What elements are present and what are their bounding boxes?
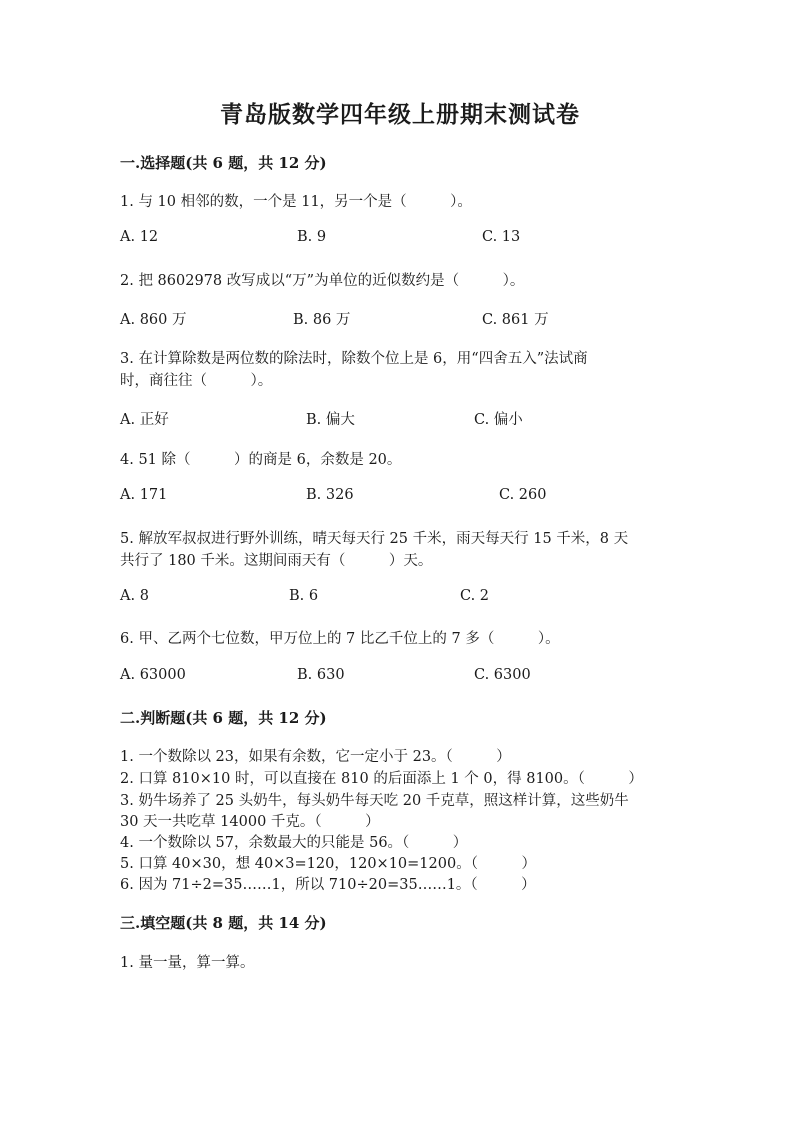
statement-text: 30 天一共吃草 14000 千克。（ ） bbox=[120, 814, 380, 830]
statement-text: 5. 口算 40×30，想 40×3=120，120×10=1200。（ ） bbox=[120, 856, 536, 872]
option-b: B. 9 bbox=[297, 229, 327, 245]
question-text: 时，商往往（ ）。 bbox=[120, 373, 273, 389]
option-a: A. 正好 bbox=[120, 412, 169, 428]
section-heading-judgement: 二.判断题(共 6 题，共 12 分) bbox=[120, 709, 327, 727]
option-a: A. 12 bbox=[120, 229, 159, 245]
option-c: C. 861 万 bbox=[482, 312, 549, 328]
statement-text: 4. 一个数除以 57，余数最大的只能是 56。（ ） bbox=[120, 835, 468, 851]
option-c: C. 偏小 bbox=[474, 412, 523, 428]
page-title: 青岛版数学四年级上册期末测试卷 bbox=[220, 101, 580, 128]
question-text: 5. 解放军叔叔进行野外训练，晴天每天行 25 千米，雨天每天行 15 千米，8 天 bbox=[120, 531, 629, 547]
option-b: B. 630 bbox=[297, 667, 345, 683]
section-heading-fill-blank: 三.填空题(共 8 题，共 14 分) bbox=[120, 914, 327, 932]
section-heading-choice: 一.选择题(共 6 题，共 12 分) bbox=[120, 154, 327, 172]
option-a: A. 8 bbox=[120, 588, 149, 604]
question-text: 4. 51 除（ ）的商是 6，余数是 20。 bbox=[120, 452, 402, 468]
question-text: 2. 把 8602978 改写成以“万”为单位的近似数约是（ ）。 bbox=[120, 273, 525, 289]
option-b: B. 86 万 bbox=[293, 312, 351, 328]
option-c: C. 2 bbox=[460, 588, 490, 604]
statement-text: 6. 因为 71÷2=35……1，所以 710÷20=35……1。（ ） bbox=[120, 877, 536, 893]
question-text: 6. 甲、乙两个七位数，甲万位上的 7 比乙千位上的 7 多（ ）。 bbox=[120, 631, 560, 647]
option-a: A. 63000 bbox=[120, 667, 186, 683]
statement-text: 3. 奶牛场养了 25 头奶牛，每头奶牛每天吃 20 千克草，照这样计算，这些奶牛 bbox=[120, 793, 629, 809]
option-c: C. 260 bbox=[499, 487, 547, 503]
question-text: 1. 量一量，算一算。 bbox=[120, 955, 255, 971]
option-c: C. 6300 bbox=[474, 667, 531, 683]
option-b: B. 偏大 bbox=[306, 412, 355, 428]
option-b: B. 6 bbox=[289, 588, 319, 604]
option-b: B. 326 bbox=[306, 487, 354, 503]
option-a: A. 171 bbox=[120, 487, 168, 503]
statement-text: 2. 口算 810×10 时，可以直接在 810 的后面添上 1 个 0，得 8100。（ ） bbox=[120, 771, 643, 787]
option-c: C. 13 bbox=[482, 229, 521, 245]
question-text: 共行了 180 千米。这期间雨天有（ ）天。 bbox=[120, 553, 433, 569]
statement-text: 1. 一个数除以 23，如果有余数，它一定小于 23。（ ） bbox=[120, 749, 511, 765]
question-text: 1. 与 10 相邻的数，一个是 11，另一个是（ ）。 bbox=[120, 194, 472, 210]
option-a: A. 860 万 bbox=[120, 312, 187, 328]
question-text: 3. 在计算除数是两位数的除法时，除数个位上是 6，用“四舍五入”法试商 bbox=[120, 351, 588, 367]
